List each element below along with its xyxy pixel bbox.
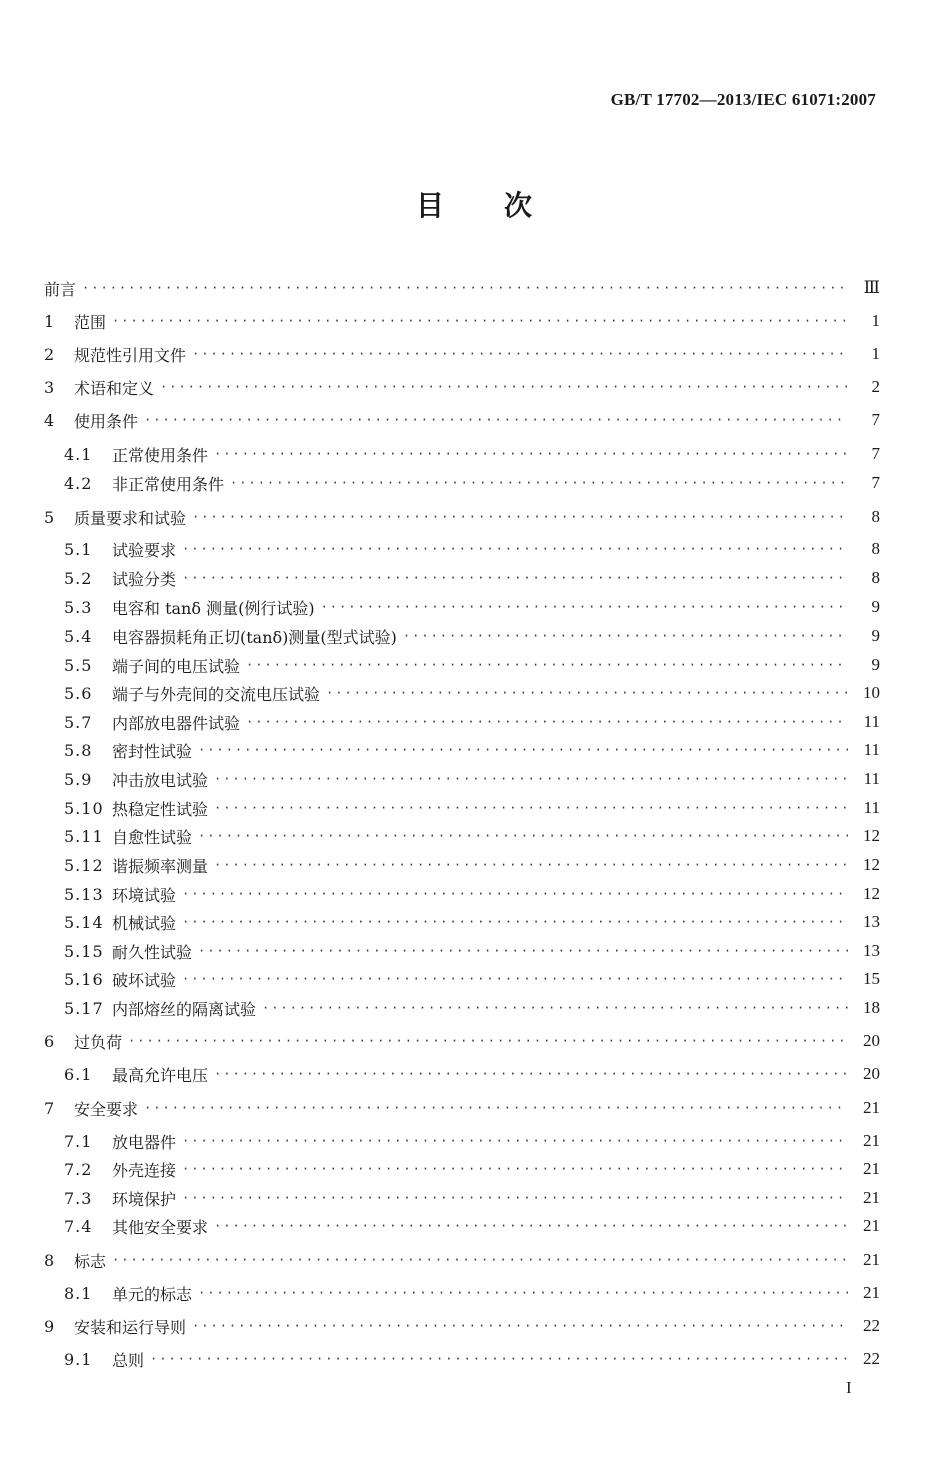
toc-entry-page: 21 [863, 1131, 880, 1150]
toc-entry-title: 标志 [74, 1251, 107, 1271]
toc-entry[interactable] [44, 535, 880, 563]
toc-entry-page: 9 [871, 655, 880, 674]
toc-entry-number: 4 [44, 410, 55, 430]
toc-entry-title: 单元的标志 [112, 1284, 193, 1304]
toc-entry-number: 4.1 [64, 444, 93, 464]
toc-entry-number: 5.12 [64, 855, 104, 875]
toc-entry[interactable] [44, 765, 880, 793]
toc-leader-dots [214, 801, 848, 815]
toc-entry[interactable] [44, 1212, 880, 1240]
page-number-footer: I [846, 1378, 852, 1397]
toc-entry-number: 5.10 [64, 798, 104, 818]
toc-entry-page: 21 [863, 1216, 880, 1235]
toc-entry-page: 21 [863, 1250, 880, 1269]
toc-entry-number: 2 [44, 344, 55, 364]
toc-entry-number: 6.1 [64, 1064, 93, 1084]
toc-entry-number: 7.4 [64, 1216, 93, 1236]
toc-entry-title: 内部放电器件试验 [112, 713, 241, 733]
toc-entry-number: 7.2 [64, 1159, 93, 1179]
toc-leader-dots [182, 1134, 848, 1148]
toc-entry-title: 机械试验 [112, 913, 177, 933]
toc-entry[interactable] [44, 469, 880, 497]
toc-entry-page: 15 [863, 969, 880, 988]
toc-entry-title: 谐振频率测量 [112, 856, 209, 876]
toc-entry-number: 5.17 [64, 998, 104, 1018]
toc-leader-dots [326, 686, 848, 700]
toc-entry-title: 环境试验 [112, 885, 177, 905]
toc-entry-title: 试验分类 [112, 569, 177, 589]
toc-entry-page: 21 [863, 1283, 880, 1302]
toc-entry[interactable] [44, 1094, 880, 1122]
toc-leader-dots [214, 1219, 848, 1233]
toc-entry-number: 5.1 [64, 539, 93, 559]
toc-entry-page: 18 [863, 998, 880, 1017]
title-char-2: 次 [504, 189, 535, 222]
toc-entry-number: 6 [44, 1031, 55, 1051]
toc-entry-page: 7 [871, 444, 880, 463]
toc-entry-title: 热稳定性试验 [112, 799, 209, 819]
toc-entry[interactable] [44, 965, 880, 993]
toc-entry-title: 电容和 tanδ 测量(例行试验) [112, 598, 315, 618]
toc-entry[interactable] [44, 1246, 880, 1274]
toc-entry-title: 质量要求和试验 [74, 508, 187, 528]
toc-leader-dots [144, 413, 848, 427]
toc-entry-number: 5.2 [64, 568, 93, 588]
toc-entry-number: 5.5 [64, 655, 93, 675]
toc-entry-page: 8 [871, 568, 880, 587]
toc-entry-title: 其他安全要求 [112, 1217, 209, 1237]
toc-entry-number: 7 [44, 1098, 55, 1118]
toc-entry-page: 12 [863, 884, 880, 903]
toc-entry-page: 11 [863, 769, 880, 788]
page-title [0, 184, 950, 224]
toc-entry-title: 总则 [112, 1350, 145, 1370]
toc-entry-number: 9.1 [64, 1349, 93, 1369]
toc-leader-dots [128, 1034, 848, 1048]
toc-leader-dots [214, 772, 848, 786]
toc-entry[interactable] [44, 622, 880, 650]
toc-entry[interactable] [44, 440, 880, 468]
toc-entry-title: 放电器件 [112, 1132, 177, 1152]
toc-entry-number: 5.7 [64, 712, 93, 732]
toc-entry-title: 破坏试验 [112, 970, 177, 990]
toc-leader-dots [182, 1191, 848, 1205]
toc-leader-dots [150, 1352, 848, 1366]
toc-leader-dots [198, 829, 848, 843]
toc-leader-dots [214, 858, 848, 872]
toc-entry-number: 5.9 [64, 769, 93, 789]
toc-entry-number: 9 [44, 1316, 55, 1336]
toc-entry-title: 安全要求 [74, 1099, 139, 1119]
toc-entry-number: 4.2 [64, 473, 93, 493]
toc-entry-page: 13 [863, 941, 880, 960]
toc-entry[interactable] [44, 340, 880, 368]
toc-leader-dots [214, 1067, 848, 1081]
toc-entry[interactable] [44, 937, 880, 965]
toc-entry[interactable] [44, 1345, 880, 1373]
toc-entry-page: 12 [863, 826, 880, 845]
toc-entry-number: 1 [44, 311, 55, 331]
toc-entry-number: 7.1 [64, 1131, 93, 1151]
toc-entry-page: 7 [871, 473, 880, 492]
toc-entry-title: 正常使用条件 [112, 445, 209, 465]
toc-entry[interactable] [44, 274, 880, 302]
toc-leader-dots [198, 944, 848, 958]
toc-entry-number: 5.3 [64, 597, 93, 617]
toc-leader-dots [112, 314, 848, 328]
toc-entry-title: 使用条件 [74, 411, 139, 431]
toc-entry[interactable] [44, 822, 880, 850]
toc-entry[interactable] [44, 373, 880, 401]
toc-leader-dots [246, 715, 848, 729]
toc-entry[interactable] [44, 307, 880, 335]
toc-entry-title: 术语和定义 [74, 378, 155, 398]
toc-leader-dots [192, 347, 848, 361]
toc-entry[interactable] [44, 679, 880, 707]
toc-entry-page: 20 [863, 1031, 880, 1050]
toc-entry-number: 5.15 [64, 941, 104, 961]
toc-entry[interactable] [44, 736, 880, 764]
toc-entry[interactable] [44, 593, 880, 621]
toc-entry-title: 试验要求 [112, 540, 177, 560]
toc-entry-page: 8 [871, 539, 880, 558]
toc-entry-page: 2 [871, 377, 880, 396]
toc-leader-dots [192, 510, 848, 524]
toc-leader-dots [214, 447, 848, 461]
toc-entry-page: 21 [863, 1159, 880, 1178]
toc-entry-title: 规范性引用文件 [74, 345, 187, 365]
toc-leader-dots [198, 743, 848, 757]
toc-entry-title: 内部熔丝的隔离试验 [112, 999, 257, 1019]
toc-leader-dots [182, 972, 848, 986]
toc-entry[interactable] [44, 1184, 880, 1212]
toc-entry-page: 11 [863, 712, 880, 731]
toc-leader-dots [182, 571, 848, 585]
toc-entry-title: 自愈性试验 [112, 827, 193, 847]
toc-leader-dots [182, 1162, 848, 1176]
toc-entry-page: 11 [863, 798, 880, 817]
toc-entry-page: 8 [871, 507, 880, 526]
toc-entry-title: 前言 [44, 279, 77, 299]
toc-entry[interactable] [44, 564, 880, 592]
toc-entry-title: 过负荷 [74, 1032, 123, 1052]
toc-entry-page: 9 [871, 626, 880, 645]
toc-entry[interactable] [44, 651, 880, 679]
toc-entry-title: 电容器损耗角正切(tanδ)测量(型式试验) [112, 627, 397, 647]
toc-entry-number: 5.14 [64, 912, 104, 932]
toc-entry-number: 8 [44, 1250, 55, 1270]
toc-entry[interactable] [44, 1312, 880, 1340]
toc-entry-number: 5.4 [64, 626, 93, 646]
toc-entry[interactable] [44, 908, 880, 936]
toc-entry-title: 环境保护 [112, 1189, 177, 1209]
toc-entry-page: 22 [863, 1349, 880, 1368]
toc-entry-page: 9 [871, 597, 880, 616]
toc-leader-dots [230, 476, 848, 490]
toc-leader-dots [160, 380, 848, 394]
toc-entry-page: 21 [863, 1188, 880, 1207]
toc-entry-number: 5.6 [64, 683, 93, 703]
toc-entry-number: 7.3 [64, 1188, 93, 1208]
toc-entry-title: 最高允许电压 [112, 1065, 209, 1085]
toc-entry-page: 21 [863, 1098, 880, 1117]
toc-entry-title: 外壳连接 [112, 1160, 177, 1180]
toc-entry[interactable] [44, 880, 880, 908]
toc-leader-dots [182, 915, 848, 929]
toc-entry-page: 22 [863, 1316, 880, 1335]
toc-entry-page: 1 [871, 344, 880, 363]
toc-leader-dots [321, 600, 848, 614]
toc-entry-title: 端子与外壳间的交流电压试验 [112, 684, 321, 704]
toc-entry-title: 范围 [74, 312, 107, 332]
toc-leader-dots [144, 1101, 848, 1115]
toc-entry-number: 5.11 [64, 826, 104, 846]
toc-entry-number: 5.16 [64, 969, 104, 989]
toc-entry-page: 10 [863, 683, 880, 702]
toc-leader-dots [192, 1319, 848, 1333]
toc-entry[interactable] [44, 1279, 880, 1307]
toc-entry-title: 非正常使用条件 [112, 474, 225, 494]
toc-entry-page: Ⅲ [863, 278, 880, 297]
standard-id-header: GB/T 17702—2013/IEC 61071:2007 [610, 90, 876, 109]
toc-entry[interactable] [44, 994, 880, 1022]
toc-entry-page: 20 [863, 1064, 880, 1083]
toc-entry[interactable] [44, 1027, 880, 1055]
title-char-1: 目 [415, 189, 446, 222]
toc-entry[interactable] [44, 794, 880, 822]
toc-leader-dots [246, 658, 848, 672]
toc-entry-number: 5.8 [64, 740, 93, 760]
toc-leader-dots [403, 629, 848, 643]
toc-entry-title: 安装和运行导则 [74, 1317, 187, 1337]
toc-entry[interactable] [44, 851, 880, 879]
toc-entry[interactable] [44, 503, 880, 531]
toc-entry-title: 耐久性试验 [112, 942, 193, 962]
toc-entry[interactable] [44, 708, 880, 736]
toc-entry-page: 13 [863, 912, 880, 931]
toc-entry-number: 3 [44, 377, 55, 397]
toc-entry-title: 密封性试验 [112, 741, 193, 761]
toc-entry-page: 1 [871, 311, 880, 330]
toc-entry[interactable] [44, 1060, 880, 1088]
toc-entry-number: 8.1 [64, 1283, 93, 1303]
toc-entry-number: 5 [44, 507, 55, 527]
toc-entry-number: 5.13 [64, 884, 104, 904]
toc-leader-dots [262, 1001, 848, 1015]
toc-entry-title: 冲击放电试验 [112, 770, 209, 790]
toc-entry[interactable] [44, 1127, 880, 1155]
toc-entry-page: 11 [863, 740, 880, 759]
toc-entry-title: 端子间的电压试验 [112, 656, 241, 676]
toc-entry[interactable] [44, 1155, 880, 1183]
toc-entry-page: 12 [863, 855, 880, 874]
toc-leader-dots [182, 887, 848, 901]
toc-entry-page: 7 [871, 410, 880, 429]
toc-leader-dots [82, 281, 848, 295]
toc-entry[interactable] [44, 406, 880, 434]
toc-leader-dots [112, 1253, 848, 1267]
toc-leader-dots [182, 542, 848, 556]
toc-leader-dots [198, 1286, 848, 1300]
